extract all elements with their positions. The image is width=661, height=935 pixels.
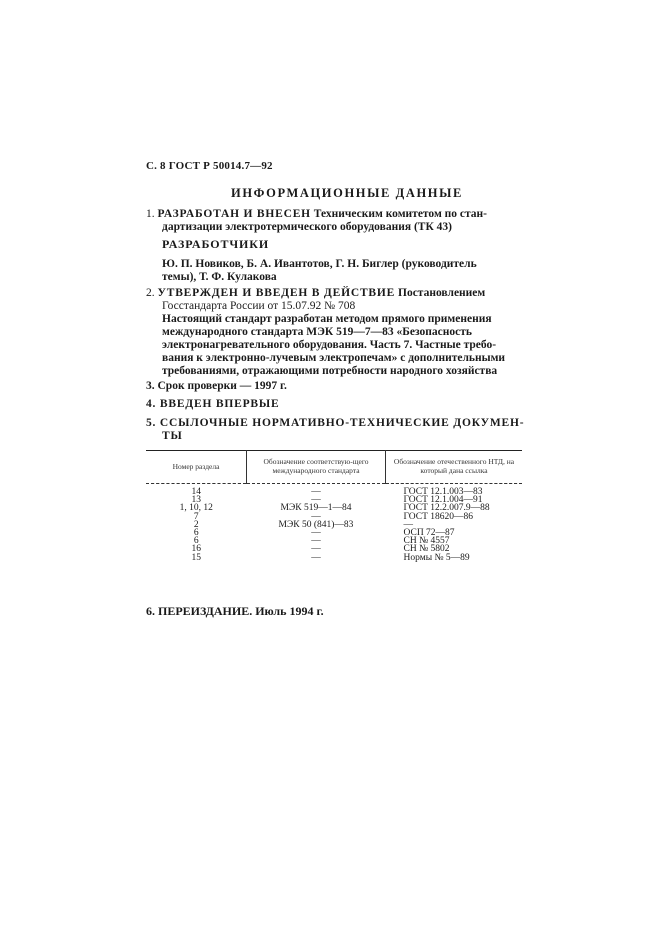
table-row: 13 — ГОСТ 12.1.004—91: [191, 495, 483, 506]
section-4: 4. ВВЕДЕН ВПЕРВЫЕ: [146, 398, 280, 410]
developers-line-2-name: Т. Ф. Кулакова: [199, 271, 277, 283]
page-header: С. 8 ГОСТ Р 50014.7—92: [146, 160, 273, 172]
table-row: 6 — СН № 4557: [193, 536, 450, 547]
section-1-text: Техническим комитетом по стан-: [313, 208, 488, 220]
section-2-para-line: вания к электронно-лучевым электропечам» с дополнительными: [162, 352, 506, 364]
section-2-para-line: Настоящий стандарт разработан методом прямого применения: [162, 313, 492, 325]
section-2-number: 2.: [146, 287, 155, 299]
developers-line-1: Ю. П. Новиков, Б. А. Ивантотов, Г. Н. Биглер (руководитель: [162, 258, 477, 270]
table-row: 16 — СН № 5802: [191, 544, 450, 555]
section-3: 3. Срок проверки — 1997 г.: [146, 380, 287, 392]
developers-label: РАЗРАБОТЧИКИ: [162, 237, 270, 251]
section-2-label: УТВЕРЖДЕН И ВВЕДЕН В ДЕЙСТВИЕ: [157, 287, 396, 299]
table-row: 15 — Нормы № 5—89: [191, 552, 470, 563]
section-6: 6. ПЕРЕИЗДАНИЕ. Июль 1994 г.: [146, 604, 324, 618]
section-2-para-line: международного стандарта МЭК 519—7—83 «Безопасность: [162, 326, 472, 338]
developers-line-2: темы), Т. Ф. Кулакова: [162, 271, 277, 283]
table-row: 1, 10, 12 МЭК 519—1—84 ГОСТ 12.2.007.9—88: [179, 503, 490, 514]
section-1: [146, 208, 487, 221]
section-1-text-cont: дартизации электротермического оборудования (ТК 43): [162, 221, 452, 233]
section-2-text-cont: Госстандарта России от 15.07.92 № 708: [162, 300, 356, 312]
table-row: 14 — ГОСТ 12.1.003—83: [191, 487, 483, 497]
table-row: 6 — ОСП 72—87: [193, 528, 455, 539]
section-5-line-1: 5. ССЫЛОЧНЫЕ НОРМАТИВНО-ТЕХНИЧЕСКИЕ ДОКУМЕН-: [146, 417, 525, 429]
table-header-section: Номер раздела: [146, 451, 247, 484]
section-2-para-line: требованиями, отражающими потребности народного хозяйства: [162, 365, 498, 377]
table-header-national: Обозначение отечественного НТД, на который дана ссылка: [393, 457, 515, 475]
table-row: 2 МЭК 50 (841)—83 —: [193, 519, 413, 530]
section-2-text: Постановлением: [398, 287, 486, 299]
reference-documents-table: [146, 450, 522, 562]
section-5-line-2: ТЫ: [162, 430, 183, 442]
section-2: [146, 287, 485, 300]
table-header-row: [146, 451, 522, 484]
section-title: ИНФОРМАЦИОННЫЕ ДАННЫЕ: [231, 186, 463, 200]
table-header-international: Обозначение соответствую-щего международного стандарта: [247, 451, 386, 484]
section-1-label: РАЗРАБОТАН И ВНЕСЕН: [157, 208, 311, 220]
section-2-para-line: электронагревательного оборудования. Часть 7. Частные требо-: [162, 339, 497, 351]
section-1-number: 1.: [146, 208, 155, 220]
table-row: 7 — ГОСТ 18620—86: [193, 511, 473, 522]
